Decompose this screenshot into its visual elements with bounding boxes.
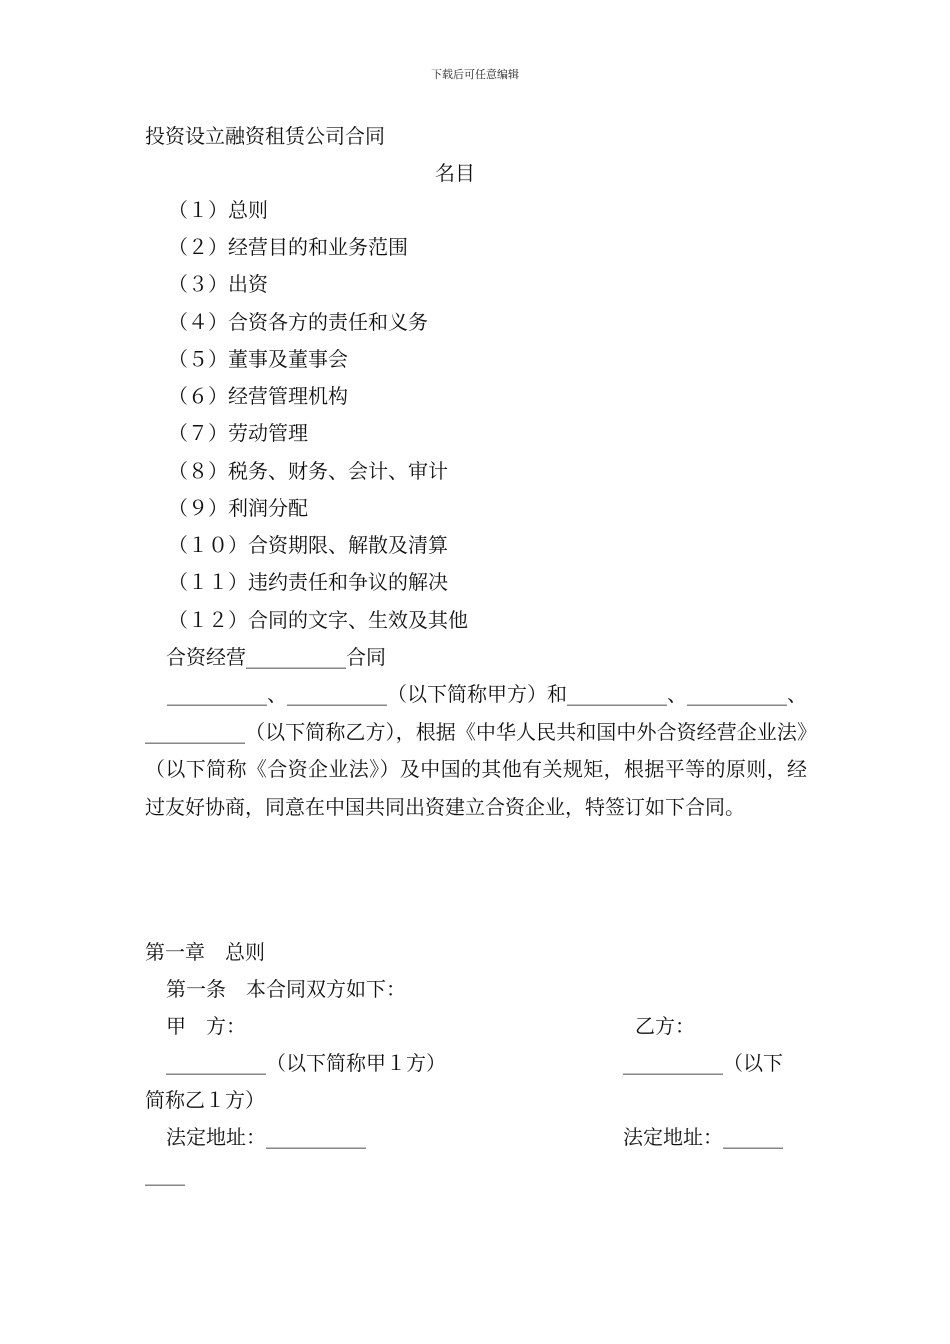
preamble-text: __________、__________（以下简称甲方）和__________、__________、__________（以下简称乙方），根据《中华人民共和国中外合资经营企业法》（以下简称《合资企业法》）及中国的其他有关规矩，根据平等的原则，经过友好协商，同意在中国共同出资建立合资企业，特签订如下合同。 bbox=[145, 682, 807, 819]
contract-title-line: 合资经营__________合同 bbox=[166, 645, 386, 669]
party-b-name-blank-cont: 简称乙１方） bbox=[145, 1088, 265, 1112]
toc-item: （４）合资各方的责任和义务 bbox=[168, 310, 428, 334]
chapter-heading: 第一章 总则 bbox=[145, 940, 265, 964]
article-heading: 第一条 本合同双方如下： bbox=[166, 977, 406, 1001]
toc-item: （２）经营目的和业务范围 bbox=[168, 235, 408, 259]
preamble-paragraph bbox=[145, 676, 807, 826]
toc-item: （８）税务、财务、会计、审计 bbox=[168, 459, 448, 483]
toc-item: （９）利润分配 bbox=[168, 496, 308, 520]
toc-item: （１０）合资期限、解散及清算 bbox=[168, 533, 448, 557]
toc-item: （１）总则 bbox=[168, 198, 268, 222]
toc-item: （６）经营管理机构 bbox=[168, 384, 348, 408]
party-b-label: 乙方： bbox=[635, 1014, 695, 1038]
party-b-name-blank: __________（以下 bbox=[623, 1051, 783, 1075]
party-a-label: 甲 方： bbox=[166, 1014, 246, 1038]
toc-item: （３）出资 bbox=[168, 272, 268, 296]
party-b-address-cont: ____ bbox=[145, 1162, 185, 1186]
party-a-name-blank: __________（以下简称甲１方） bbox=[166, 1051, 446, 1075]
toc-item: （７）劳动管理 bbox=[168, 421, 308, 445]
toc-heading: 名目 bbox=[435, 161, 475, 185]
toc-item: （１２）合同的文字、生效及其他 bbox=[168, 608, 468, 632]
toc-item: （５）董事及董事会 bbox=[168, 347, 348, 371]
page-header: 下载后可任意编辑 bbox=[431, 68, 519, 81]
toc-item: （１１）违约责任和争议的解决 bbox=[168, 570, 448, 594]
document-title: 投资设立融资租赁公司合同 bbox=[145, 124, 385, 148]
party-a-address: 法定地址：__________ bbox=[166, 1125, 366, 1149]
party-b-address: 法定地址：______ bbox=[623, 1125, 783, 1149]
